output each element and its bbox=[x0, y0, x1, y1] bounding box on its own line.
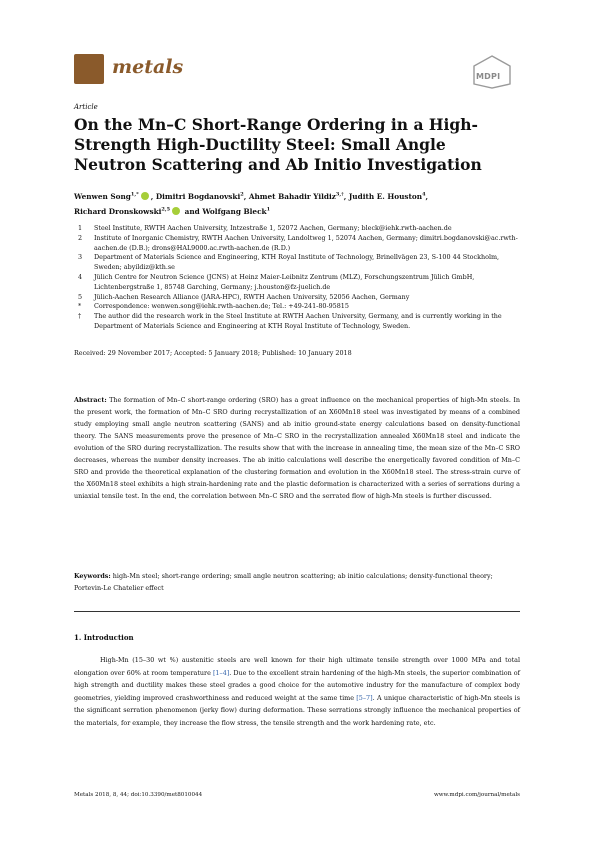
publisher-logo-text: MDPI bbox=[476, 72, 501, 81]
affiliation-number: * bbox=[78, 302, 82, 311]
affiliation-text: Institute of Inorganic Chemistry, RWTH Aachen University, Landoltweg 1, 52074 Aachen, Germany; dimitri.bogdanovski@ac.rwth-aachen.de (D.B.); drons@HAL9000.ac.rwth-aachen.de (R.D.) bbox=[94, 233, 518, 252]
affiliation-number: 4 bbox=[78, 272, 83, 281]
journal-logo bbox=[74, 52, 194, 88]
author-name: Ahmet Bahadir Yildiz bbox=[248, 192, 336, 201]
affiliation-text: Department of Materials Science and Engineering, KTH Royal Institute of Technology, Brinellvägen 23, S-100 44 Stockholm, Sweden; abyildiz@kth.se bbox=[94, 253, 500, 272]
affiliation-list bbox=[74, 224, 524, 332]
citation-link[interactable]: [5–7] bbox=[356, 693, 373, 702]
affiliation-item bbox=[74, 293, 524, 303]
affiliation-number: 2 bbox=[78, 233, 83, 242]
paragraph-text: High-Mn (15–30 wt %) austenitic steels are well known for their high ultimate tensile strength over 1000 MPa and total elongation over 60% at room temperature bbox=[74, 656, 520, 677]
author-name: Dimitri Bogdanovski bbox=[155, 192, 241, 201]
abstract bbox=[74, 394, 520, 502]
affiliation-number: 3 bbox=[78, 253, 83, 262]
footer-citation: Metals 2018, 8, 44; doi:10.3390/met8010044 bbox=[74, 792, 203, 798]
affiliation-item bbox=[74, 273, 524, 293]
orcid-icon[interactable] bbox=[172, 207, 180, 215]
affiliation-item bbox=[74, 312, 524, 332]
affiliation-number: † bbox=[78, 312, 82, 321]
keywords-text: high-Mn steel; short-range ordering; small angle neutron scattering; ab initio calculations; density-functional theory; Portevin-Le Chatelier effect bbox=[74, 572, 493, 592]
affiliation-item bbox=[74, 253, 524, 273]
section-divider bbox=[74, 611, 520, 612]
correspondence-text: Correspondence: wenwen.song@iehk.rwth-aachen.de; Tel.: +49-241-80-95815 bbox=[94, 302, 349, 311]
publication-dates: Received: 29 November 2017; Accepted: 5 January 2018; Published: 10 January 2018 bbox=[74, 349, 352, 357]
author-sup: 1 bbox=[266, 206, 271, 213]
author-sup: 4 bbox=[422, 191, 426, 198]
article-type: Article bbox=[74, 103, 98, 111]
affiliation-number: 1 bbox=[78, 224, 83, 232]
paragraph-text: . Due to the excellent strain hardening of the high-Mn steels, the superior combination of high strength and ductility makes these steel grades a good choice for the automotive industry for the manufacture of complex body geometries, yielding improved crashworthiness and reduced weight at the same time bbox=[74, 668, 521, 702]
author-sup: 1,* bbox=[130, 191, 139, 198]
section-heading: 1. Introduction bbox=[74, 633, 134, 642]
affiliation-text: Jülich-Aachen Research Alliance (JARA-HPC), RWTH Aachen University, 52056 Aachen, Germany bbox=[94, 292, 410, 301]
abstract-text: The formation of Mn–C short-range ordering (SRO) has a great influence on the mechanical properties of high-Mn steels. In the present work, the formation of Mn–C SRO during recrystallization of an X60Mn18 steel was investigated by means of a combined study employing small angle neutron scattering (SANS) and ab initio ground-state energy calculations based on density-functional theory. The SANS measurements prove the presence of Mn–C SRO in the recrystallization annealed X60Mn18 steel and indicate the evolution of the SRO during recrystallization. The results show that with the increase in annealing time, the mean size of the Mn–C SRO decreases, whereas the number density increases. The ab initio calculations well describe the energetically favored condition of Mn–C SRO and provide the theoretical explanation of the clustering formation and evolution in the X60Mn18 steel. The stress-strain curve of the X60Mn18 steel exhibits a high strain-hardening rate and the plastic deformation is characterized with a series of serrations during a uniaxial tensile test. In the end, the correlation between Mn–C SRO and the serrated flow of high-Mn steels is further discussed. bbox=[74, 396, 520, 500]
paragraph bbox=[74, 654, 520, 730]
keywords-label: Keywords: bbox=[74, 572, 111, 580]
author-note-text: The author did the research work in the Steel Institute at RWTH Aachen University, Germany, and is currently working in the Department of Materials Science and Engineering at KTH Royal Institute of Technology, Sweden. bbox=[94, 312, 502, 330]
footer-url[interactable]: www.mdpi.com/journal/metals bbox=[433, 792, 520, 798]
affiliation-text: Jülich Centre for Neutron Science (JCNS) at Heinz Maier-Leibnitz Zentrum (MLZ), Forschungszentrum Jülich GmbH, Lichtenbergstraße 1, 85748 Garching, Germany; j.houston@fz-juelich.de bbox=[94, 272, 475, 291]
publisher-logo bbox=[470, 54, 520, 90]
author-name: Richard Dronskowski bbox=[74, 207, 162, 216]
paragraph-text: . A unique characteristic of high-Mn steels is the significant serration phenomenon (jerky flow) during deformation. These serrations strongly influence the mechanical properties of the materials, for example, they increase the flow stress, the tensile strength and the work hardening rate, etc. bbox=[74, 693, 520, 727]
journal-name: metals bbox=[112, 56, 184, 78]
author-sup: 2 bbox=[240, 191, 244, 198]
author-name: Wolfgang Bleck bbox=[202, 207, 267, 216]
affiliation-number: 5 bbox=[78, 292, 83, 301]
introduction-body bbox=[74, 654, 520, 730]
affiliation-item bbox=[74, 302, 524, 312]
affiliation-item bbox=[74, 234, 524, 254]
keywords bbox=[74, 570, 520, 594]
abstract-label: Abstract: bbox=[74, 396, 107, 404]
paper-title: On the Mn–C Short-Range Ordering in a High-Strength High-Ductility Steel: Small Angle Neutron Scattering and Ab Initio Investigation bbox=[74, 115, 482, 174]
author-name: Wenwen Song bbox=[74, 192, 131, 201]
citation-link[interactable]: [1–4] bbox=[212, 668, 230, 677]
journal-logo-icon bbox=[74, 54, 104, 84]
affiliation-text: Steel Institute, RWTH Aachen University, Intzestraße 1, 52072 Aachen, Germany; bleck@iehk.rwth-aachen.de bbox=[94, 224, 452, 232]
orcid-icon[interactable] bbox=[141, 192, 149, 200]
author-sup: 3,† bbox=[335, 191, 344, 198]
author-sup: 2,5 bbox=[161, 206, 171, 213]
affiliation-item bbox=[74, 224, 524, 234]
author-list: Wenwen Song$^{1,*}$ , Dimitri Bogdanovski$^2$, Ahmet Bahadir Yildiz$^{3,\dagger}$, Judith E. Houston$^4$, Richard Dronskowski$^{2,5}$ and Wolfgang Bleck$^1$ bbox=[74, 191, 429, 216]
author-name: Judith E. Houston bbox=[348, 192, 423, 201]
